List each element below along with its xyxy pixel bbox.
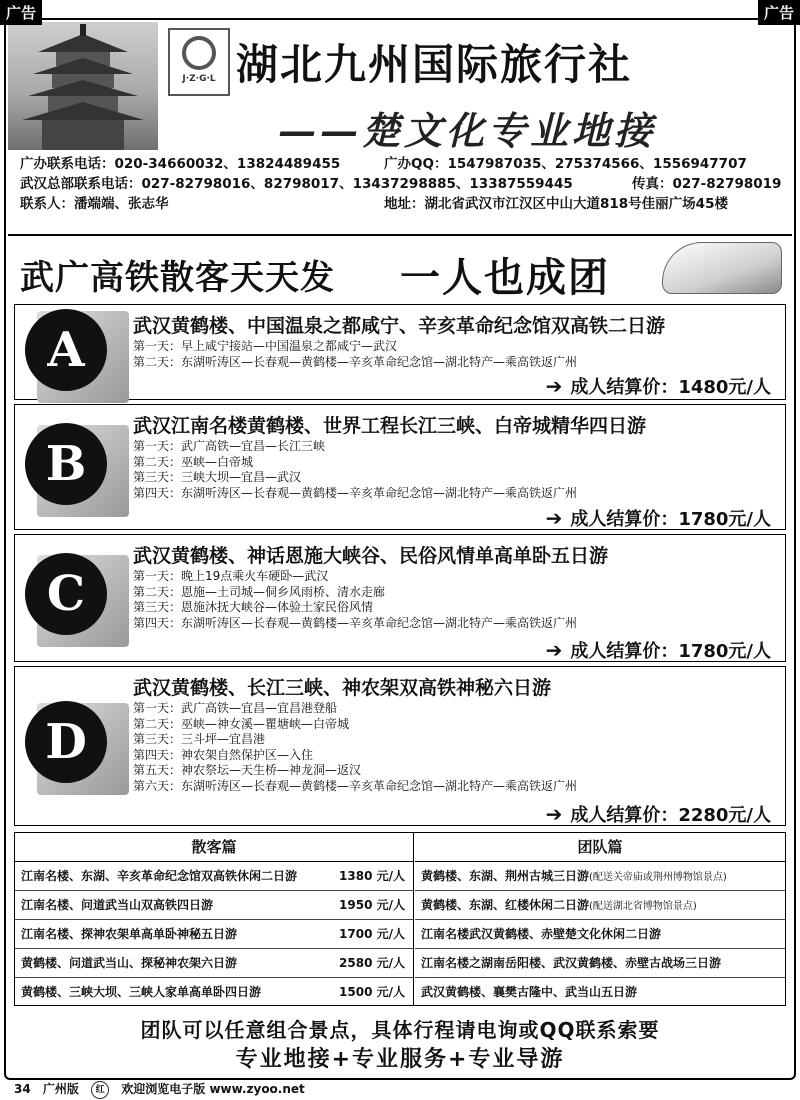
table-row: 黄鹤楼、东湖、红楼休闲二日游(配送湖北省博物馆景点) [415,891,785,920]
page-footer [14,1080,313,1099]
itinerary-day: 第一天：晚上19点乘火车硬卧—武汉 [133,569,329,583]
ad-corner-label-right: 广告 [758,0,800,25]
table-header: 团队篇 [415,833,785,862]
website-text: 欢迎浏览电子版 www.zyoo.net [121,1082,305,1096]
table-row: 武汉黄鹤楼、襄樊古隆中、武当山五日游 [421,985,638,999]
footer-slogan: 专业地接+专业服务+专业导游 [235,1047,565,1072]
gz-qq: 广办QQ：1547987035、275374566、1556947707 [384,156,747,172]
itinerary-day: 第二天：东湖听涛区—长春观—黄鹤楼—辛亥革命纪念馆—湖北特产—乘高铁返广州 [133,354,578,369]
itinerary-day: 第二天：巫峡—白帝城 [133,454,254,469]
itinerary-day: 第一天：武广高铁—宜昌—宜昌港登船 [133,701,338,715]
arrow-right-icon: ➔ [545,802,563,826]
table-row: 江南名楼、探神农架单高单卧神秘五日游 1700 元/人 [15,920,413,949]
arrow-right-icon: ➔ [545,638,563,662]
itinerary-day: 第四天：神农架自然保护区—入住 [133,747,314,762]
itinerary-day: 第二天：巫峡—神女溪—瞿塘峡—白帝城 [133,716,350,731]
tour-price: ➔ 成人结算价：1780元/人 [545,638,771,662]
tour-card-c [14,534,786,662]
tour-title: 武汉江南名楼黄鹤楼、世界工程长江三峡、白帝城精华四日游 [133,415,647,437]
tour-letter-badge: D [25,701,107,783]
tour-price: ➔ 成人结算价：2280元/人 [545,802,771,826]
tour-letter-badge: B [25,423,107,505]
itinerary-day: 第四天：东湖听涛区—长春观—黄鹤楼—辛亥革命纪念馆—湖北特产—乘高铁返广州 [133,485,578,500]
arrow-right-icon: ➔ [545,374,563,398]
promo-banner [8,234,792,300]
group-tours-column [415,833,785,1005]
itinerary-day: 第三天：三斗坪—宜昌港 [133,732,266,746]
tour-itinerary [133,701,577,794]
page-number: 34 [14,1082,31,1096]
table-row: 黄鹤楼、三峡大坝、三峡人家单高单卧四日游 1500 元/人 [21,985,405,999]
contact-person: 联系人：潘端端、张志华 [20,196,169,212]
tour-itinerary [133,339,577,370]
ad-corner-label-left: 广告 [0,0,42,25]
itinerary-day: 第二天：恩施—土司城—侗乡风雨桥、清水走廊 [133,584,386,599]
tour-title: 武汉黄鹤楼、中国温泉之都咸宁、辛亥革命纪念馆双高铁二日游 [133,315,666,337]
itinerary-day: 第一天：早上咸宁接站—中国温泉之都咸宁—武汉 [133,339,398,353]
tour-card-b [14,404,786,530]
itinerary-day: 第六天：东湖听涛区—长春观—黄鹤楼—辛亥革命纪念馆—湖北特产—乘高铁返广州 [133,778,578,793]
fax: 传真：027-82798019 [632,176,782,192]
publisher-mark-icon: 红 [91,1081,109,1099]
table-row: 黄鹤楼、东湖、荆州古城三日游(配送关帝庙或荆州博物馆景点) [415,862,785,891]
arrow-right-icon: ➔ [545,506,563,530]
table-row: 江南名楼武汉黄鹤楼、赤壁楚文化休闲二日游 [415,920,785,949]
header [8,22,792,153]
tour-letter-badge: C [25,553,107,635]
address: 地址：湖北省武汉市江汉区中山大道818号佳丽广场45楼 [384,196,728,212]
table-row: 江南名楼、问道武当山双高铁四日游 1950 元/人 [15,891,413,920]
high-speed-train-image [662,242,782,294]
footer-note: 团队可以任意组合景点，具体行程请电询或QQ联系索要 [140,1018,660,1042]
tour-letter-badge: A [25,309,107,391]
banner-title: 武广高铁散客天天发 [20,258,335,298]
tour-card-a [14,304,786,400]
table-row: 黄鹤楼、问道武当山、探秘神农架六日游 2580 元/人 [15,949,413,978]
itinerary-day: 第五天：神农祭坛—天生桥—神龙洞—返汉 [133,763,362,777]
banner-subtitle: 一人也成团 [400,255,610,301]
tour-itinerary [133,569,577,631]
tour-price-table [14,832,786,1006]
table-row: 江南名楼、东湖、辛亥革命纪念馆双高铁休闲二日游 1380 元/人 [15,862,413,891]
tour-card-d [14,666,786,826]
tour-title: 武汉黄鹤楼、神话恩施大峡谷、民俗风情单高单卧五日游 [133,545,609,567]
gz-phone: 广办联系电话：020-34660032、13824489455 [20,156,341,172]
itinerary-day: 第三天：恩施沐抚大峡谷—体验土家民俗风情 [133,600,374,614]
contact-info [20,154,790,214]
itinerary-day: 第四天：东湖听涛区—长春观—黄鹤楼—辛亥革命纪念馆—湖北特产—乘高铁返广州 [133,615,578,630]
table-header: 散客篇 [15,833,413,862]
tour-title: 武汉黄鹤楼、长江三峡、神农架双高铁神秘六日游 [133,677,552,699]
tour-price: ➔ 成人结算价：1780元/人 [545,506,771,530]
yellow-crane-tower-image [8,22,158,150]
itinerary-day: 第一天：武广高铁—宜昌—长江三峡 [133,439,326,453]
tour-itinerary [133,439,577,501]
individual-tours-column [15,833,414,1005]
wh-phone: 武汉总部联系电话：027-82798016、82798017、13437298885、13387559445 [20,176,573,192]
tour-price: ➔ 成人结算价：1480元/人 [545,374,771,398]
agency-logo [168,28,230,96]
edition-label: 广州版 [42,1082,79,1096]
table-row: 江南名楼之湖南岳阳楼、武汉黄鹤楼、赤壁古战场三日游 [415,949,785,978]
itinerary-day: 第三天：三峡大坝—宜昌—武汉 [133,470,302,484]
agency-slogan: ——楚文化专业地接 [278,108,657,153]
logo-text: J·Z·G·L [182,74,216,84]
agency-name: 湖北九州国际旅行社 [236,40,633,89]
